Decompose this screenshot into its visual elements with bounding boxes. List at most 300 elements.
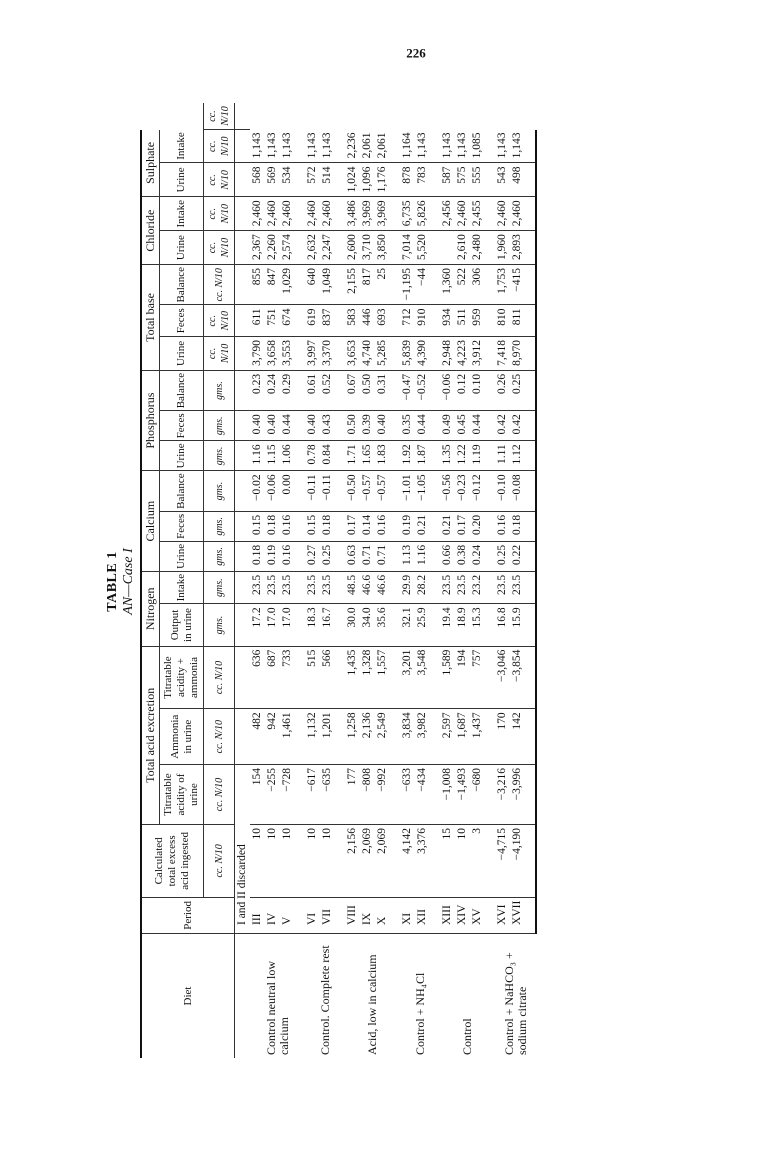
- table-row: [375, 103, 400, 1058]
- value-cell: 2,260: [265, 231, 280, 265]
- blank-cell: [235, 441, 251, 471]
- value-cell: −0.57: [375, 471, 400, 511]
- value-cell: 29.9: [400, 571, 415, 603]
- value-cell: 1,049: [320, 265, 345, 305]
- value-cell: 757: [470, 646, 495, 709]
- value-cell: 0.25: [495, 541, 510, 571]
- value-cell: 0.40: [250, 411, 265, 441]
- value-cell: 2,460: [265, 197, 280, 231]
- period-cell: VI: [305, 897, 320, 933]
- value-cell: 514: [320, 163, 345, 197]
- value-cell: −4,715: [495, 825, 510, 898]
- chloride-header: Chloride: [141, 197, 160, 265]
- table-row: [265, 103, 280, 1058]
- p-balance-header: Balance: [160, 370, 204, 410]
- value-cell: 3,790: [250, 337, 265, 371]
- table-row: [360, 103, 375, 1058]
- value-cell: 194: [455, 646, 470, 709]
- value-cell: 1.71: [345, 441, 360, 471]
- value-cell: 0.40: [375, 411, 400, 441]
- blank-cell: [235, 197, 251, 231]
- value-cell: 515: [305, 646, 320, 709]
- table-row: [400, 103, 415, 1058]
- value-cell: −1.01: [400, 471, 415, 511]
- value-cell: 0.20: [470, 511, 495, 541]
- value-cell: −0.06: [265, 471, 280, 511]
- value-cell: 934: [440, 305, 455, 337]
- value-cell: 1,437: [470, 709, 495, 765]
- value-cell: 3,982: [415, 709, 440, 765]
- diet-label: Control + NaHCO₃ + sodium citrate: [501, 952, 529, 1055]
- table-subtitle: AN—Case I: [121, 548, 136, 615]
- value-cell: 0.18: [250, 541, 265, 571]
- diet-label: Control. Complete rest: [317, 945, 332, 1055]
- value-cell: 1.11: [495, 441, 510, 471]
- value-cell: 4,142: [400, 825, 415, 898]
- value-cell: 1,143: [510, 130, 536, 163]
- n-intake-header: Intake: [160, 571, 204, 603]
- calcium-header: Calcium: [141, 471, 160, 572]
- value-cell: 0.19: [400, 511, 415, 541]
- value-cell: 2,455: [470, 197, 495, 231]
- value-cell: 2,460: [510, 197, 536, 231]
- value-cell: 15.3: [470, 604, 495, 646]
- value-cell: 0.17: [455, 511, 470, 541]
- value-cell: 23.2: [470, 571, 495, 603]
- value-cell: 5,839: [400, 337, 415, 371]
- value-cell: 15.9: [510, 604, 536, 646]
- blank-cell: [235, 370, 251, 410]
- value-cell: 619: [305, 305, 320, 337]
- value-cell: 170: [495, 709, 510, 765]
- value-cell: 30.0: [345, 604, 360, 646]
- value-cell: 35.6: [375, 604, 400, 646]
- value-cell: 23.5: [320, 571, 345, 603]
- table-row: [320, 103, 345, 1058]
- value-cell: 0.40: [305, 411, 320, 441]
- value-cell: 3,969: [375, 197, 400, 231]
- value-cell: 2,460: [280, 197, 305, 231]
- period-cell: XIV: [455, 897, 470, 933]
- value-cell: 0.26: [495, 370, 510, 410]
- value-cell: 0.66: [440, 541, 455, 571]
- value-cell: 583: [345, 305, 360, 337]
- value-cell: 7,418: [495, 337, 510, 371]
- value-cell: 23.5: [455, 571, 470, 603]
- value-cell: 0.15: [250, 511, 265, 541]
- value-cell: 8,970: [510, 337, 536, 371]
- value-cell: −808: [360, 765, 375, 825]
- value-cell: −0.52: [415, 370, 440, 410]
- value-cell: −617: [305, 765, 320, 825]
- value-cell: 611: [250, 305, 265, 337]
- value-cell: 1.13: [400, 541, 415, 571]
- value-cell: 1,461: [280, 709, 305, 765]
- value-cell: 0.31: [375, 370, 400, 410]
- value-cell: 1,143: [455, 130, 470, 163]
- blank-cell: [235, 471, 251, 511]
- value-cell: 687: [265, 646, 280, 709]
- value-cell: 811: [510, 305, 536, 337]
- value-cell: 0.44: [470, 411, 495, 441]
- value-cell: 674: [280, 305, 305, 337]
- value-cell: 1,024: [345, 163, 360, 197]
- value-cell: −0.50: [345, 471, 360, 511]
- value-cell: 0.63: [345, 541, 360, 571]
- value-cell: −728: [280, 765, 305, 825]
- value-cell: −3,996: [510, 765, 536, 825]
- value-cell: 3: [470, 825, 495, 898]
- diet-label: Acid, low in calcium: [365, 954, 379, 1055]
- value-cell: 0.45: [455, 411, 470, 441]
- value-cell: 3,376: [415, 825, 440, 898]
- value-cell: 2,061: [360, 130, 375, 163]
- value-cell: 1,143: [280, 130, 305, 163]
- value-cell: 1,258: [345, 709, 360, 765]
- diet-label: Control: [460, 1018, 474, 1055]
- value-cell: 572: [305, 163, 320, 197]
- value-cell: 0.18: [320, 511, 345, 541]
- value-cell: 2,155: [345, 265, 360, 305]
- value-cell: 15: [440, 825, 455, 898]
- value-cell: 543: [495, 163, 510, 197]
- value-cell: 3,710: [360, 231, 375, 265]
- value-cell: 1,085: [470, 130, 495, 163]
- value-cell: 3,548: [415, 646, 440, 709]
- period-cell: IV: [265, 897, 280, 933]
- value-cell: 1,164: [400, 130, 415, 163]
- unit-cell: cc. N/10: [204, 709, 235, 765]
- value-cell: 1,201: [320, 709, 345, 765]
- value-cell: 10: [265, 825, 280, 898]
- data-table: [140, 103, 537, 1058]
- value-cell: 2,610: [455, 231, 470, 265]
- period-cell: XVII: [510, 897, 536, 933]
- value-cell: 18.3: [305, 604, 320, 646]
- blank-cell: [235, 646, 251, 709]
- value-cell: 587: [440, 163, 455, 197]
- value-cell: 1.92: [400, 441, 415, 471]
- unit-cell: cc. N/10: [204, 305, 235, 337]
- value-cell: 4,223: [455, 337, 470, 371]
- table-row: [415, 103, 440, 1058]
- value-cell: 1,328: [360, 646, 375, 709]
- value-cell: 10: [455, 825, 470, 898]
- value-cell: 783: [415, 163, 440, 197]
- value-cell: −4,190: [510, 825, 536, 898]
- value-cell: −0.02: [250, 471, 265, 511]
- value-cell: −0.47: [400, 370, 415, 410]
- value-cell: 878: [400, 163, 415, 197]
- value-cell: 482: [250, 709, 265, 765]
- period-cell: IX: [360, 897, 375, 933]
- value-cell: 154: [250, 765, 265, 825]
- value-cell: 1.22: [455, 441, 470, 471]
- so4-intake-header: Intake: [160, 130, 204, 163]
- unit-cell: gms.: [204, 511, 235, 541]
- period-cell: XI: [400, 897, 415, 933]
- p-feces-header: Feces: [160, 411, 204, 441]
- value-cell: 306: [470, 265, 495, 305]
- period-cell: XVI: [495, 897, 510, 933]
- period-cell: III: [250, 897, 265, 933]
- unit-cell: cc. N/10: [204, 825, 235, 898]
- period-cell: XII: [415, 897, 440, 933]
- value-cell: 1.83: [375, 441, 400, 471]
- diet-label: Control neutral low calcium: [263, 961, 291, 1055]
- value-cell: 142: [510, 709, 536, 765]
- value-cell: 910: [415, 305, 440, 337]
- value-cell: −0.08: [510, 471, 536, 511]
- blank-cell: [235, 571, 251, 603]
- value-cell: 0.27: [305, 541, 320, 571]
- value-cell: −0.12: [470, 471, 495, 511]
- value-cell: 3,201: [400, 646, 415, 709]
- value-cell: 1.35: [440, 441, 455, 471]
- period-cell: XV: [470, 897, 495, 933]
- unit-cell: gms.: [204, 441, 235, 471]
- value-cell: 16.7: [320, 604, 345, 646]
- value-cell: 817: [360, 265, 375, 305]
- value-cell: 0.17: [345, 511, 360, 541]
- table-row: [440, 103, 455, 1058]
- blank-cell: [235, 604, 251, 646]
- value-cell: 3,486: [345, 197, 360, 231]
- value-cell: 847: [265, 265, 280, 305]
- period-cell: VII: [320, 897, 345, 933]
- value-cell: 751: [265, 305, 280, 337]
- unit-cell: cc. N/10: [204, 265, 235, 305]
- value-cell: 575: [455, 163, 470, 197]
- value-cell: 0.15: [305, 511, 320, 541]
- value-cell: 1.16: [415, 541, 440, 571]
- value-cell: 2,456: [440, 197, 455, 231]
- blank-cell: [235, 265, 251, 305]
- value-cell: 2,460: [455, 197, 470, 231]
- value-cell: 2,061: [375, 130, 400, 163]
- value-cell: 0.42: [510, 411, 536, 441]
- excess-acid-header: Calculated total excess acid ingested: [141, 825, 204, 898]
- value-cell: 640: [305, 265, 320, 305]
- value-cell: 1,143: [250, 130, 265, 163]
- value-cell: 0.67: [345, 370, 360, 410]
- value-cell: 2,460: [495, 197, 510, 231]
- value-cell: 0.44: [415, 411, 440, 441]
- value-cell: 5,826: [415, 197, 440, 231]
- value-cell: 0.21: [440, 511, 455, 541]
- value-cell: 0.10: [470, 370, 495, 410]
- value-cell: 0.84: [320, 441, 345, 471]
- value-cell: −1,008: [440, 765, 455, 825]
- table-row: [470, 103, 495, 1058]
- blank-cell: [235, 541, 251, 571]
- value-cell: 0.61: [305, 370, 320, 410]
- unit-cell: cc. N/10: [204, 197, 235, 231]
- value-cell: 3,658: [265, 337, 280, 371]
- value-cell: 4,390: [415, 337, 440, 371]
- blank-cell: [235, 511, 251, 541]
- value-cell: −0.57: [360, 471, 375, 511]
- value-cell: 636: [250, 646, 265, 709]
- value-cell: 48.5: [345, 571, 360, 603]
- value-cell: 23.5: [495, 571, 510, 603]
- tb-urine-header: Urine: [160, 337, 204, 371]
- value-cell: 1.87: [415, 441, 440, 471]
- value-cell: 0.24: [470, 541, 495, 571]
- value-cell: 1,557: [375, 646, 400, 709]
- value-cell: −0.23: [455, 471, 470, 511]
- value-cell: 837: [320, 305, 345, 337]
- unit-cell: cc. N/10: [204, 130, 235, 163]
- value-cell: −0.11: [320, 471, 345, 511]
- blank-cell: [235, 163, 251, 197]
- value-cell: 1.19: [470, 441, 495, 471]
- value-cell: 2,600: [345, 231, 360, 265]
- value-cell: [440, 231, 455, 265]
- value-cell: 0.35: [400, 411, 415, 441]
- period-cell: XIII: [440, 897, 455, 933]
- value-cell: −0.56: [440, 471, 455, 511]
- value-cell: 569: [265, 163, 280, 197]
- value-cell: 2,893: [510, 231, 536, 265]
- value-cell: 810: [495, 305, 510, 337]
- value-cell: 46.6: [375, 571, 400, 603]
- blank-cell: [235, 130, 251, 163]
- value-cell: −633: [400, 765, 415, 825]
- value-cell: 568: [250, 163, 265, 197]
- blank-cell: [235, 337, 251, 371]
- value-cell: 2,460: [305, 197, 320, 231]
- value-cell: 2,367: [250, 231, 265, 265]
- value-cell: 17.2: [250, 604, 265, 646]
- value-cell: 3,997: [305, 337, 320, 371]
- value-cell: 2,069: [360, 825, 375, 898]
- value-cell: −415: [510, 265, 536, 305]
- value-cell: 0.22: [510, 541, 536, 571]
- value-cell: −635: [320, 765, 345, 825]
- value-cell: 4,740: [360, 337, 375, 371]
- value-cell: 1.15: [265, 441, 280, 471]
- value-cell: 1,960: [495, 231, 510, 265]
- table-row: [345, 103, 360, 1058]
- value-cell: 0.50: [345, 411, 360, 441]
- value-cell: −3,854: [510, 646, 536, 709]
- table-row: [280, 103, 305, 1058]
- value-cell: 0.29: [280, 370, 305, 410]
- value-cell: 566: [320, 646, 345, 709]
- blank-cell: [235, 411, 251, 441]
- unit-cell: gms.: [204, 541, 235, 571]
- unit-cell: cc. N/10: [204, 337, 235, 371]
- value-cell: 16.8: [495, 604, 510, 646]
- diet-header: Diet: [141, 934, 235, 1059]
- unit-cell: cc. N/10: [204, 765, 235, 825]
- unit-cell: gms.: [204, 604, 235, 646]
- value-cell: 1.16: [250, 441, 265, 471]
- tb-balance-header: Balance: [160, 265, 204, 305]
- value-cell: 19.4: [440, 604, 455, 646]
- value-cell: −680: [470, 765, 495, 825]
- value-cell: 10: [305, 825, 320, 898]
- value-cell: 0.23: [250, 370, 265, 410]
- value-cell: 0.40: [265, 411, 280, 441]
- value-cell: 23.5: [280, 571, 305, 603]
- value-cell: 0.21: [415, 511, 440, 541]
- value-cell: −1,493: [455, 765, 470, 825]
- value-cell: 3,370: [320, 337, 345, 371]
- value-cell: 2,247: [320, 231, 345, 265]
- value-cell: 498: [510, 163, 536, 197]
- blank-cell: [235, 305, 251, 337]
- unit-cell: gms.: [204, 411, 235, 441]
- value-cell: 855: [250, 265, 265, 305]
- value-cell: 1,176: [375, 163, 400, 197]
- value-cell: 10: [250, 825, 265, 898]
- value-cell: 1,143: [415, 130, 440, 163]
- phosphorus-header: Phosphorus: [141, 370, 160, 471]
- value-cell: 959: [470, 305, 495, 337]
- value-cell: 17.0: [280, 604, 305, 646]
- cl-urine-header: Urine: [160, 231, 204, 265]
- value-cell: 0.24: [265, 370, 280, 410]
- value-cell: 2,480: [470, 231, 495, 265]
- ca-balance-header: Balance: [160, 471, 204, 511]
- value-cell: −1.05: [415, 471, 440, 511]
- tit-amm-header: Titratable acidity + ammonia: [160, 646, 204, 709]
- value-cell: 3,553: [280, 337, 305, 371]
- unit-cell: cc. N/10: [204, 103, 235, 130]
- value-cell: 3,834: [400, 709, 415, 765]
- value-cell: 1,753: [495, 265, 510, 305]
- total-base-header: Total base: [141, 265, 160, 371]
- value-cell: 2,549: [375, 709, 400, 765]
- value-cell: 10: [320, 825, 345, 898]
- value-cell: 46.6: [360, 571, 375, 603]
- value-cell: 0.14: [360, 511, 375, 541]
- value-cell: 0.00: [280, 471, 305, 511]
- value-cell: 1,143: [305, 130, 320, 163]
- value-cell: 0.71: [360, 541, 375, 571]
- table-row: [510, 103, 536, 1058]
- value-cell: 2,069: [375, 825, 400, 898]
- value-cell: 18.9: [455, 604, 470, 646]
- value-cell: 1.65: [360, 441, 375, 471]
- ca-urine-header: Urine: [160, 541, 204, 571]
- value-cell: 2,460: [320, 197, 345, 231]
- value-cell: 3,969: [360, 197, 375, 231]
- value-cell: 2,948: [440, 337, 455, 371]
- ammonia-header: Ammonia in urine: [160, 709, 204, 765]
- value-cell: 17.0: [265, 604, 280, 646]
- value-cell: 3,850: [375, 231, 400, 265]
- nitrogen-header: Nitrogen: [141, 571, 160, 646]
- value-cell: 32.1: [400, 604, 415, 646]
- cl-intake-header: Intake: [160, 197, 204, 231]
- value-cell: 534: [280, 163, 305, 197]
- period-cell: X: [375, 897, 400, 933]
- unit-cell: gms.: [204, 571, 235, 603]
- value-cell: 0.16: [495, 511, 510, 541]
- value-cell: 1,435: [345, 646, 360, 709]
- value-cell: 0.44: [280, 411, 305, 441]
- value-cell: −44: [415, 265, 440, 305]
- value-cell: 2,574: [280, 231, 305, 265]
- value-cell: 733: [280, 646, 305, 709]
- unit-cell: cc. N/10: [204, 231, 235, 265]
- value-cell: 23.5: [440, 571, 455, 603]
- value-cell: 0.12: [455, 370, 470, 410]
- value-cell: 0.16: [280, 541, 305, 571]
